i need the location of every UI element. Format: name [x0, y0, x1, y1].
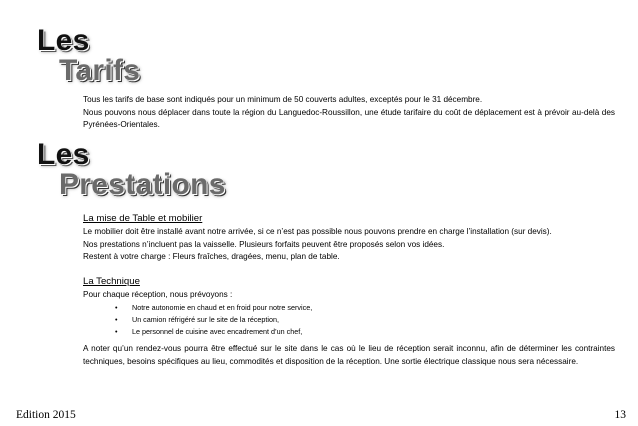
prestations-heading-title: Prestations	[59, 168, 226, 201]
technique-bullet-list	[83, 302, 312, 338]
mise-de-table-line: Restent à votre charge : Fleurs fraîches, dragées, menu, plan de table.	[83, 252, 340, 262]
technique-title: La Technique	[83, 276, 140, 287]
list-item	[83, 302, 312, 314]
footer-edition: Edition 2015	[16, 409, 76, 421]
list-item-text: Notre autonomie en chaud et en froid pour notre service,	[132, 303, 313, 312]
page-number: 13	[614, 409, 626, 421]
mise-de-table-line: Le mobilier doit être installé avant notre arrivée, si ce n’est pas possible nous pouvons prendre en charge l’installation (sur devis).	[83, 227, 552, 236]
mise-de-table-title: La mise de Table et mobilier	[83, 213, 203, 224]
list-item	[83, 314, 312, 326]
prestations-heading-les: Les	[37, 138, 90, 171]
mise-de-table-text	[83, 226, 615, 264]
mise-de-table-line: Nos prestations n’incluent pas la vaisselle. Plusieurs forfaits peuvent être proposés selon vos idées.	[83, 239, 445, 249]
bullet-icon: •	[115, 327, 118, 336]
technique-intro: Pour chaque réception, nous prévoyons :	[83, 290, 233, 299]
bullet-icon: •	[115, 303, 118, 312]
tarifs-heading-title: Tarifs	[59, 54, 141, 87]
list-item-text: Un camion réfrigéré sur le site de la réception,	[132, 315, 280, 324]
list-item-text: Le personnel de cuisine avec encadrement d’un chef,	[132, 327, 303, 336]
bullet-icon: •	[115, 315, 118, 324]
technique-note: A noter qu’un rendez-vous pourra être effectué sur le site dans le cas où le lieu de réception serait inconnu, afin de déterminer les contraintes techniques, besoins spécifiques au lieu, commodités et disposition de la réception. Une sortie électrique classique nous sera nécessaire.	[83, 344, 615, 366]
tarifs-heading-les: Les	[37, 24, 90, 57]
tarifs-text-line: Nous pouvons nous déplacer dans toute la région du Languedoc-Roussillon, une étude tarifaire du coût de déplacement est à prévoir au-delà des Pyrénées-Orientales.	[83, 107, 615, 130]
tarifs-text-line: Tous les tarifs de base sont indiqués pour un minimum de 50 couverts adultes, exceptés pour le 31 décembre.	[83, 95, 483, 104]
list-item	[83, 326, 312, 338]
tarifs-text	[83, 94, 615, 132]
